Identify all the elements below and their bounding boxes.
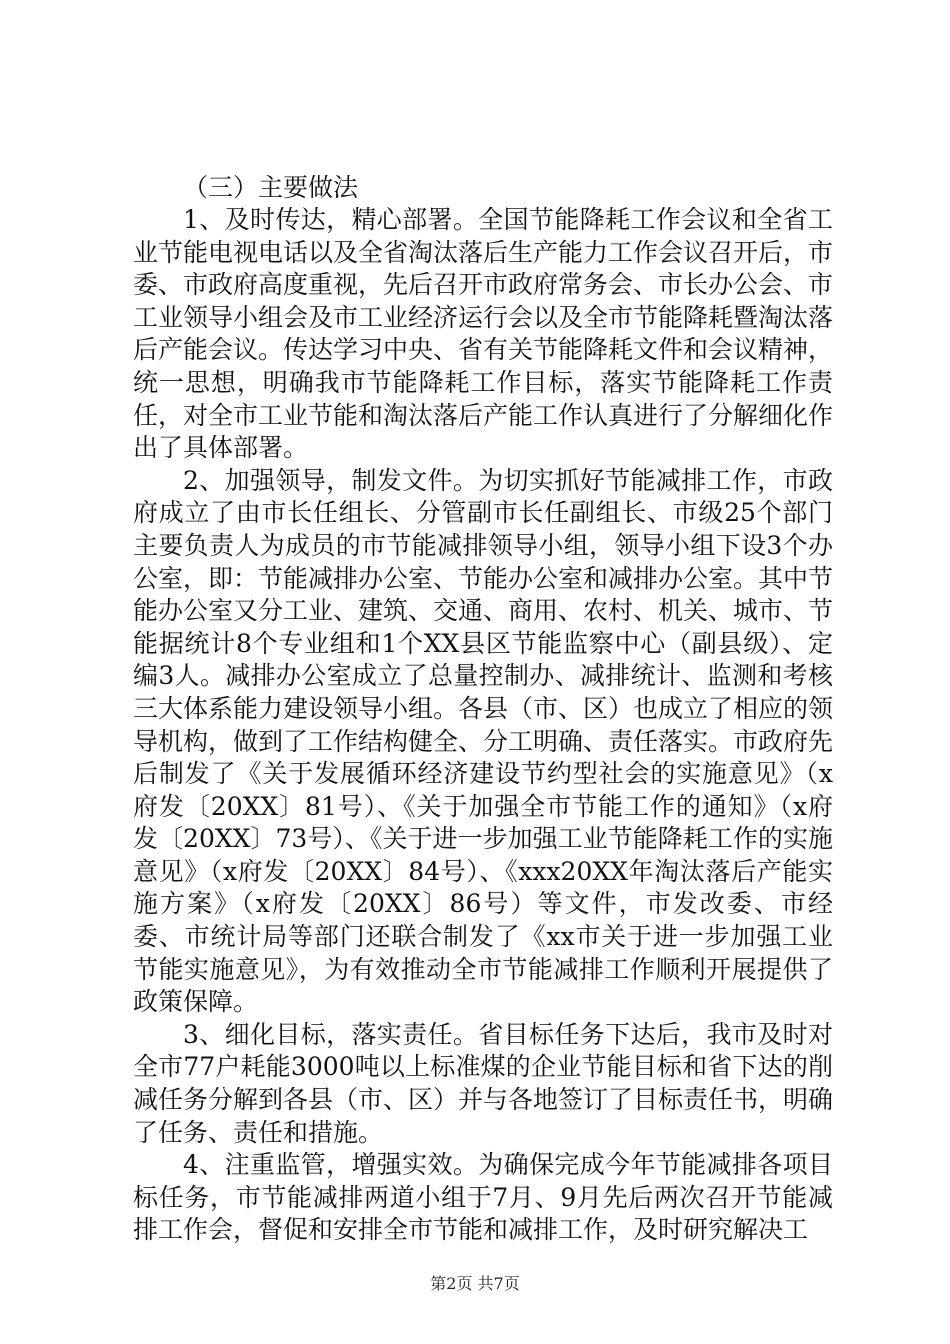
paragraph-1: 1、及时传达，精心部署。全国节能降耗工作会议和全省工业节能电视电话以及全省淘汰落后生产能力工作会议召开后，市委、市政府高度重视，先后召开市政府常务会、市长办公会、市工业领导小组会及市工业经济运行会以及全市节能降耗暨淘汰落后产能会议。传达学习中央、省有关节能降耗文件和会议精神，统一思想，明确我市节能降耗工作目标，落实节能降耗工作责任，对全市工业节能和淘汰落后产能工作认真进行了分解细化作出了具体部署。	[133, 205, 834, 463]
section-heading: （三）主要做法	[183, 173, 359, 202]
paragraph-3: 3、细化目标，落实责任。省目标任务下达后，我市及时对全市77户耗能3000吨以上标准煤的企业节能目标和省下达的削减任务分解到各县（市、区）并与各地签订了目标责任书，明确了任务、责任和措施。	[133, 1019, 834, 1147]
paragraph-2: 2、加强领导，制发文件。为切实抓好节能减排工作，市政府成立了由市长任组长、分管副市长任副组长、市级25个部门主要负责人为成员的市节能减排领导小组，领导小组下设3个办公室，即：节能减排办公室、节能办公室和减排办公室。其中节能办公室又分工业、建筑、交通、商用、农村、机关、城市、节能据统计8个专业组和1个XX县区节能监察中心（副县级）、定编3人。减排办公室成立了总量控制办、减排统计、监测和考核三大体系能力建设领导小组。各县（市、区）也成立了相应的领导机构，做到了工作结构健全、分工明确、责任落实。市政府先后制发了《关于发展循环经济建设节约型社会的实施意见》（x府发〔20XX〕81号）、《关于加强全市节能工作的通知》（x府发〔20XX〕73号）、《关于进一步加强工业节能降耗工作的实施意见》（x府发〔20XX〕84号）、《xxx20XX年淘汰落后产能实施方案》（x府发〔20XX〕86号）等文件，市发改委、市经委、市统计局等部门还联合制发了《xx市关于进一步加强工业节能实施意见》，为有效推动全市节能减排工作顺利开展提供了政策保障。	[133, 465, 834, 1017]
page-number-footer: 第2页 共7页	[430, 1274, 520, 1293]
document-body	[133, 172, 833, 1247]
paragraph-4: 4、注重监管，增强实效。为确保完成今年节能减排各项目标任务，市节能减排两道小组于7月、9月先后两次召开节能减排工作会，督促和安排全市节能和减排工作，及时研究解决工	[133, 1150, 833, 1245]
